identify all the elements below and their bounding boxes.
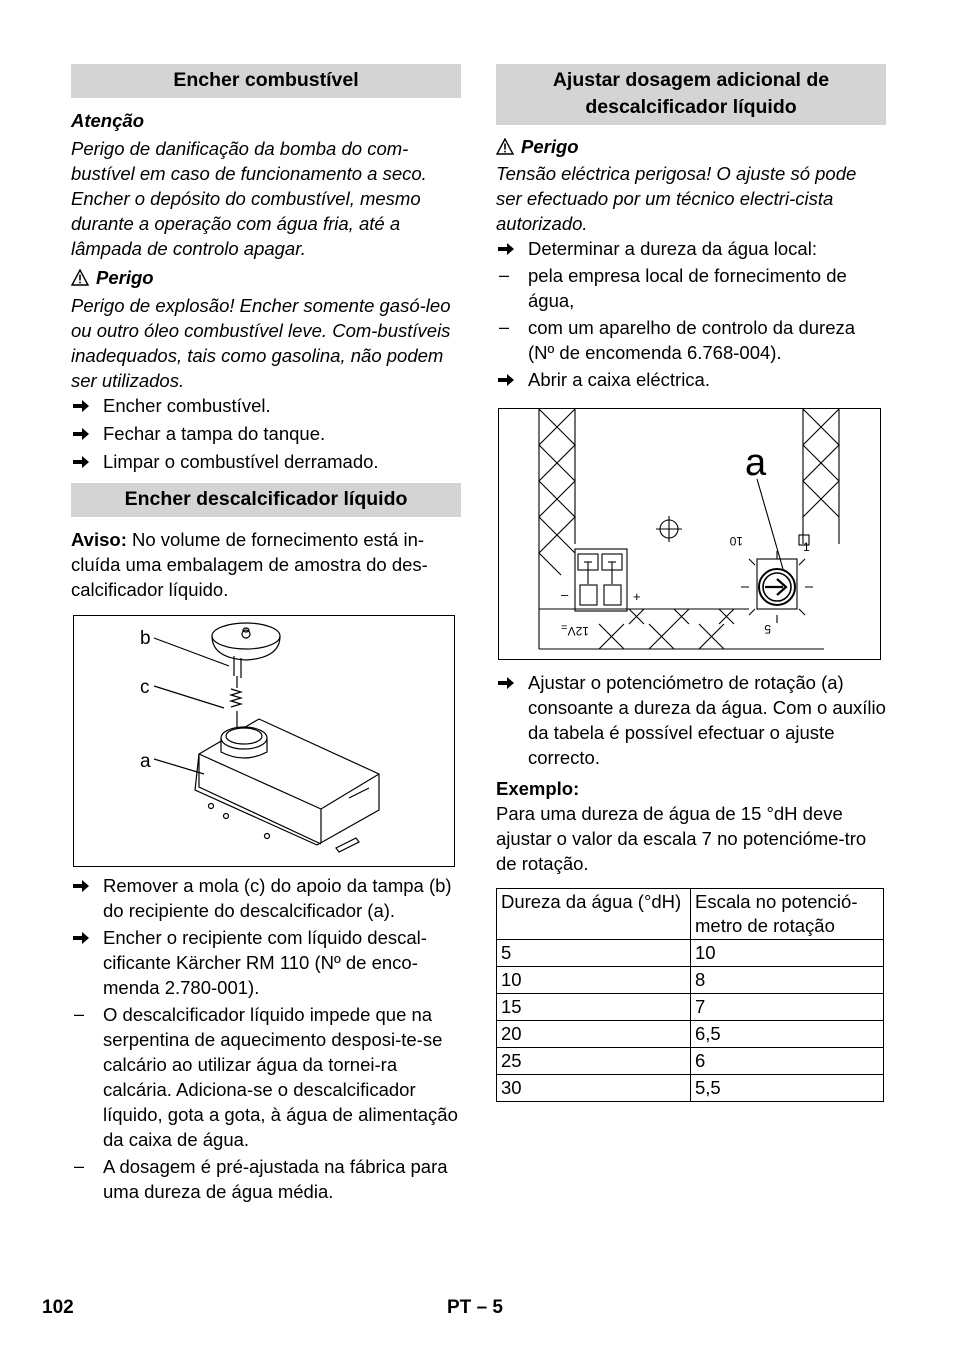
step-text: Encher combustível. [103,395,271,416]
table-cell: 10 [691,940,884,967]
arrow-icon [72,393,96,419]
table-row [497,1048,884,1075]
arrow-icon [72,449,96,475]
notice-label: Aviso: [71,529,127,550]
table-cell: 6 [691,1048,884,1075]
dash-bullet: – [499,317,510,337]
table-row [497,1075,884,1102]
descaler-container-drawing [74,616,454,866]
arrow-icon [497,236,521,262]
table-cell: 30 [497,1075,691,1102]
notice-paragraph [71,527,461,602]
dash-bullet: – [74,1156,85,1176]
danger-text: Perigo de explosão! Encher somente gasó-leo ou outro óleo combustível leve. Com-bustíveis inadequados, tais como gasolina, não podem ser utilizados. [71,295,451,391]
dash-bullet: – [74,1004,85,1024]
table-header-row [497,889,884,940]
label-b: b [140,628,151,649]
language-code: PT [447,1297,472,1318]
table-cell: 6,5 [691,1021,884,1048]
table-row [497,940,884,967]
label-c: c [140,677,150,698]
list-item [496,315,886,365]
arrow-icon [497,367,521,393]
dash-bullet: – [499,265,510,285]
left-column [71,64,461,1204]
descaler-container-figure [73,615,455,867]
danger-block-label [496,134,886,159]
label-plus: + [633,589,641,604]
section-heading-fuel: Encher combustível [71,64,461,98]
label-a: a [745,442,767,484]
danger-block-label [71,265,461,290]
step-text: Encher o recipiente com líquido descal-cificante Kärcher RM 110 (Nº de enco-menda 2.780-001). [103,927,427,998]
list-item [496,236,886,261]
section-heading-descaler: Encher descalcificador líquido [71,483,461,517]
table-row [497,967,884,994]
list-item [71,873,461,923]
attention-text: Perigo de danificação da bomba do com-bustível em caso de funcionamento a seco. Encher o depósito do combustível, mesmo durante a operação com água fria, até a lâmpada de controlo apagar. [71,138,427,259]
step-text: Limpar o combustível derramado. [103,451,379,472]
list-item [71,925,461,1000]
right-column [496,64,886,1102]
table-cell: 10 [497,967,691,994]
page-number: 102 [42,1297,74,1318]
list-item [496,263,886,313]
table-row [497,994,884,1021]
step-text: Ajustar o potenciómetro de rotação (a) consoante a dureza da água. Com o auxílio da tabela é possível efectuar o ajuste correcto. [528,672,886,768]
arrow-icon [497,670,521,696]
table-row [497,1021,884,1048]
list-item [71,1002,461,1152]
label-a: a [140,751,151,772]
step-text: Abrir a caixa eléctrica. [528,369,710,390]
arrow-icon [72,421,96,447]
list-item [71,393,461,418]
label-minus: – [561,587,569,602]
table-cell: 5,5 [691,1075,884,1102]
language-page: – 5 [476,1297,503,1318]
list-item [496,367,886,392]
scale-1: 1 [803,540,810,554]
table-header-cell: Dureza da água (°dH) [497,889,691,940]
list-item [496,670,886,770]
warning-triangle-icon [71,269,89,286]
section-heading-dosage: Ajustar dosagem adicional de descalcificador líquido [496,64,886,125]
bullet-text: com um aparelho de controlo da dureza (Nº de encomenda 6.768-004). [528,317,856,363]
table-header-cell: Escala no potenció-metro de rotação [691,889,884,940]
potentiometer-drawing [499,409,880,659]
electrical-box-figure [498,408,881,660]
table-cell: 25 [497,1048,691,1075]
table-cell: 5 [497,940,691,967]
bullet-text: O descalcificador líquido impede que na serpentina de aquecimento desposi-te-se calcário ao utilizar água da tornei-ra calcária. Adiciona-se o descalcificador líquido, gota a gota, à água de alimentação da caixa de água. [103,1004,458,1150]
arrow-icon [72,925,96,951]
danger-label: Perigo [96,267,154,288]
scale-5: 5 [764,622,771,636]
example-label: Exemplo: [496,778,580,799]
notice-text: No volume de fornecimento está in-cluída uma embalagem de amostra do des-calcificador líquido. [71,529,428,600]
table-cell: 20 [497,1021,691,1048]
list-item [71,449,461,474]
table-cell: 7 [691,994,884,1021]
table-cell: 15 [497,994,691,1021]
step-text: Fechar a tampa do tanque. [103,423,326,444]
bullet-text: A dosagem é pré-ajustada na fábrica para uma dureza de água média. [103,1156,448,1202]
table-cell: 8 [691,967,884,994]
bullet-text: pela empresa local de fornecimento de água, [528,265,847,311]
step-text: Remover a mola (c) do apoio da tampa (b) do recipiente do descalcificador (a). [103,875,452,921]
page-language-marker [447,1297,503,1319]
example-text: Para uma dureza de água de 15 °dH deve ajustar o valor da escala 7 no potencióme-tro de rotação. [496,803,867,874]
step-text: Determinar a dureza da água local: [528,238,817,259]
label-equals: = [561,622,568,634]
attention-label: Atenção [71,110,144,131]
danger-text: Tensão eléctrica perigosa! O ajuste só pode ser efectuado por um técnico electri-cista autorizado. [496,163,857,234]
scale-10: 10 [729,534,743,548]
list-item [71,421,461,446]
warning-triangle-icon [496,138,514,155]
arrow-icon [72,873,96,899]
label-12v: 12V [567,624,589,638]
list-item [71,1154,461,1204]
hardness-table [496,888,884,1102]
danger-label: Perigo [521,136,579,157]
